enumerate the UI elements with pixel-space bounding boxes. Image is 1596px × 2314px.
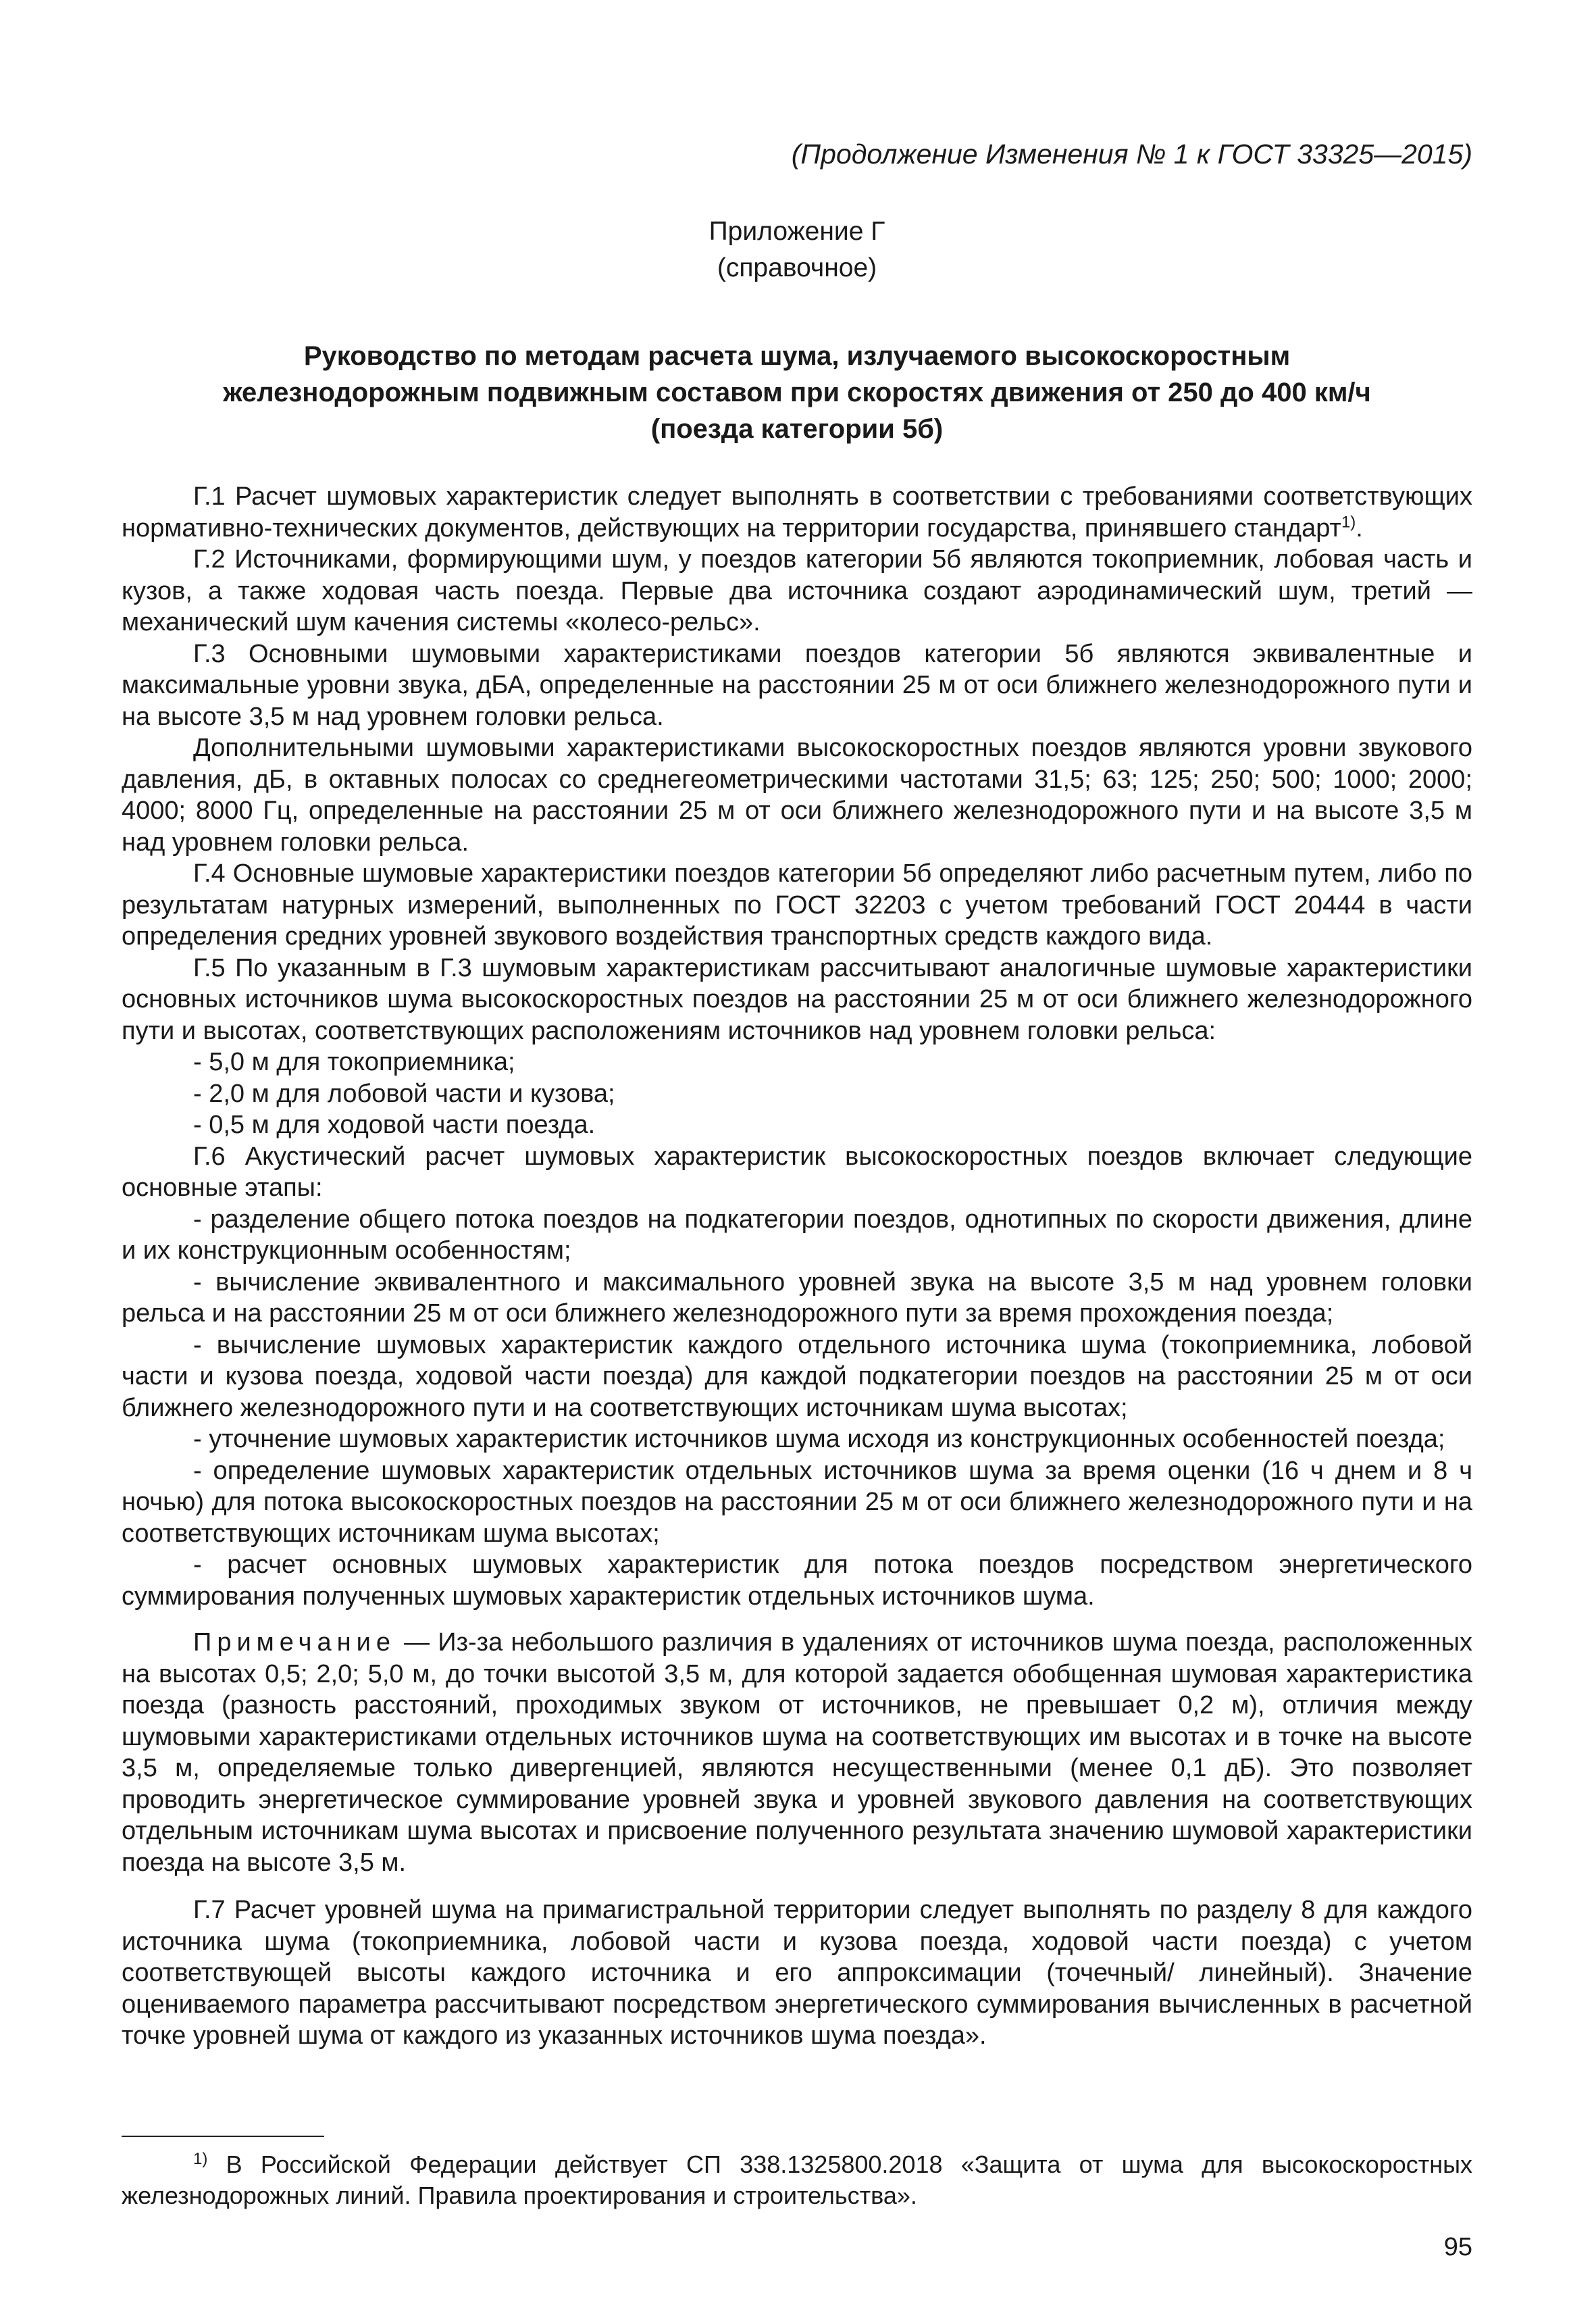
note-paragraph xyxy=(122,1627,1472,1878)
list-item: - 0,5 м для ходовой части поезда. xyxy=(193,1111,596,1139)
paragraph-g4: Г.4 Основные шумовые характеристики поездов категории 5б определяют либо расчетным путем, либо по результатам натурных измерений, выполненных по ГОСТ 32203 с учетом требований ГОСТ 20444 в части определения средних уровней звукового воздействия транспортных средств каждого вида. xyxy=(122,859,1472,951)
g1-end: . xyxy=(1356,513,1363,543)
note-text: — Из-за небольшого различия в удалениях от источников шума поезда, расположенных на высотах 0,5; 2,0; 5,0 м, до точки высотой 3,5 м, для которой задается обобщенная шумовая характеристика поезда (разность расстояний, проходимых звуком от источников, не превышает 0,2 м), отличия между шумовыми характеристиками отдельных источников шума на соответствующих им высотах и в точке на высоте 3,5 м, определяемые только дивергенцией, являются несущественными (менее 0,1 дБ). Это позволяет проводить энергетическое суммирование уровней звука и уровней звукового давления на соответствующих отдельным источникам шума высотах и присвоение полученного результата значению шумовой характеристики поезда на высоте 3,5 м. xyxy=(122,1628,1472,1877)
list-item: - уточнение шумовых характеристик источников шума исходя из конструкционных особенностей поезда; xyxy=(193,1425,1445,1453)
footnote-marker: 1) xyxy=(193,2149,208,2168)
note-label: Примечание xyxy=(193,1628,396,1657)
paragraph-g3: Г.3 Основными шумовыми характеристиками поездов категории 5б являются эквивалентные и максимальные уровни звука, дБА, определенные на расстоянии 25 м от оси ближнего железнодорожного пути и на высоте 3,5 м над уровнем головки рельса. xyxy=(122,639,1472,731)
title-line-1: Руководство по методам расчета шума, излучаемого высокоскоростным xyxy=(303,341,1291,371)
page-number: 95 xyxy=(1443,2232,1472,2261)
list-item: - расчет основных шумовых характеристик для потока поездов посредством энергетического суммирования полученных шумовых характеристик отдельных источников шума. xyxy=(122,1551,1472,1611)
list-item: - 5,0 м для токоприемника; xyxy=(193,1048,515,1076)
appendix-label: Приложение Г xyxy=(709,217,885,246)
paragraph-g1 xyxy=(122,481,1472,544)
list-item: - разделение общего потока поездов на подкатегории поездов, однотипных по скорости движения, длине и их конструкционным особенностям; xyxy=(122,1205,1472,1265)
appendix-type: (справочное) xyxy=(717,253,877,282)
title-line-3: (поезда категории 5б) xyxy=(650,414,944,444)
document-page xyxy=(122,135,1472,2261)
paragraph-g2: Г.2 Источниками, формирующими шум, у поездов категории 5б являются токоприемник, лобовая часть и кузов, а также ходовая часть поезда. Первые два источника создают аэродинамический шум, третий — механический шум качения системы «колесо-рельс». xyxy=(122,545,1472,636)
footnote-divider xyxy=(122,2136,324,2137)
g1-footnote-ref: 1) xyxy=(1341,512,1356,531)
paragraph-g3-extra: Дополнительными шумовыми характеристиками высокоскоростных поездов являются уровни звукового давления, дБ, в октавных полосах со среднегеометрическими частотами 31,5; 63; 125; 250; 500; 1000; 2000; 4000; 8000 Гц, определенные на расстоянии 25 м от оси ближнего железнодорожного пути и на высоте 3,5 м над уровнем головки рельса. xyxy=(122,734,1472,857)
footnote xyxy=(122,2149,1472,2211)
paragraph-g6: Г.6 Акустический расчет шумовых характеристик высокоскоростных поездов включает следующие основные этапы: xyxy=(122,1142,1472,1202)
document-body xyxy=(122,481,1472,2052)
footnote-text: В Российской Федерации действует СП 338.1325800.2018 «Защита от шума для высокоскоростных железнодорожных линий. Правила проектирования и строительства». xyxy=(122,2150,1472,2209)
paragraph-g7: Г.7 Расчет уровней шума на примагистральной территории следует выполнять по разделу 8 для каждого источника шума (токоприемника, лобовой части и кузова поезда, ходовой части поезда) с учетом соответствующей высоты каждого источника и его аппроксимации (точечный/ линейный). Значение оцениваемого параметра рассчитывают посредством энергетического суммирования вычисленных в расчетной точке уровней шума от каждого из указанных источников шума поезда». xyxy=(122,1896,1472,2050)
list-item: - вычисление эквивалентного и максимального уровней звука на высоте 3,5 м над уровнем головки рельса и на расстоянии 25 м от оси ближнего железнодорожного пути за время прохождения поезда; xyxy=(122,1267,1472,1328)
continuation-header: (Продолжение Изменения № 1 к ГОСТ 33325—2015) xyxy=(791,139,1472,170)
list-item: - вычисление шумовых характеристик каждого отдельного источника шума (токоприемника, лобовой части и кузова поезда, ходовой части поезда) для каждой подкатегории поездов на расстоянии 25 м от оси ближнего железнодорожного пути и на соответствующих источникам шума высотах; xyxy=(122,1330,1472,1422)
list-item: - определение шумовых характеристик отдельных источников шума за время оценки (16 ч днем и 8 ч ночью) для потока высокоскоростных поездов на расстоянии 25 м от оси ближнего железнодорожного пути и на соответствующих источникам шума высотах; xyxy=(122,1456,1472,1548)
title-line-2: железнодорожным подвижным составом при скоростях движения от 250 до 400 км/ч xyxy=(223,378,1371,407)
g1-text: Г.1 Расчет шумовых характеристик следует выполнять в соответствии с требованиями соответствующих нормативно-технических документов, действующих на территории государства, принявшего стандарт xyxy=(122,482,1472,543)
list-item: - 2,0 м для лобовой части и кузова; xyxy=(193,1079,615,1108)
appendix-heading xyxy=(122,213,1472,286)
document-title xyxy=(122,338,1472,447)
paragraph-g5: Г.5 По указанным в Г.3 шумовым характеристикам рассчитывают аналогичные шумовые характеристики основных источников шума высокоскоростных поездов на расстоянии 25 м от оси ближнего железнодорожного пути и высотах, соответствующих расположениям источников над уровнем головки рельса: xyxy=(122,953,1472,1045)
